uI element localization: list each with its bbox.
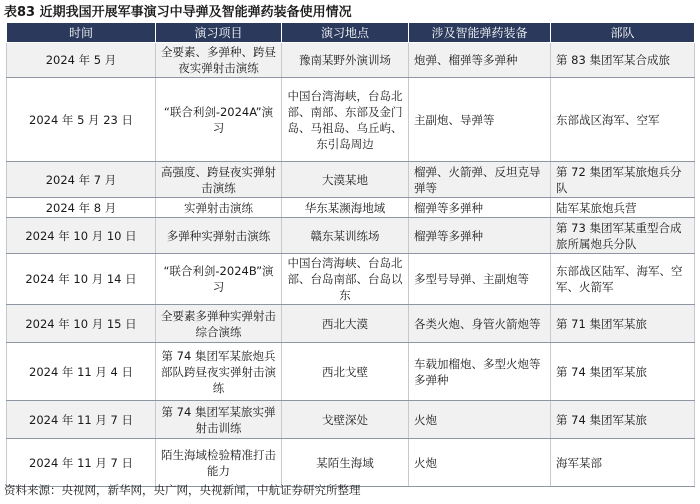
table-row [7,439,695,487]
cell-exercise: 全要素、多弹种、跨昼夜实弹射击演练 [156,43,282,78]
table-row [7,343,695,401]
cell-location: 某陌生海域 [282,439,409,487]
cell-unit: 第 72 集团军某旅炮兵分队 [551,162,695,198]
table-row [7,218,695,254]
cell-munitions: 车载加榴炮、多型火炮等多弹种 [409,343,551,401]
cell-munitions: 多型号导弹、主副炮等 [409,254,551,305]
cell-location: 西北大漠 [282,305,409,343]
cell-exercise: 陌生海域检验精准打击能力 [156,439,282,487]
table-row [7,198,695,218]
cell-munitions: 各类火炮、身管火箭炮等 [409,305,551,343]
cell-munitions: 榴弹等多弹种 [409,218,551,254]
cell-location: 大漠某地 [282,162,409,198]
cell-unit: 第 74 集团军某旅 [551,343,695,401]
cell-exercise: “联合利剑-2024B”演习 [156,254,282,305]
cell-munitions: 火炮 [409,401,551,439]
cell-exercise: “联合利剑-2024A”演习 [156,78,282,162]
cell-time: 2024 年 5 月 23 日 [7,78,156,162]
cell-location: 中国台湾海峡、台岛北部、台岛南部、台岛以东 [282,254,409,305]
cell-munitions: 榴弹、火箭弹、反坦克导弹等 [409,162,551,198]
cell-time: 2024 年 7 月 [7,162,156,198]
table-row [7,401,695,439]
header-munitions: 涉及智能弹药装备 [409,23,551,43]
table-row [7,305,695,343]
header-row [7,23,695,43]
cell-exercise: 高强度、跨昼夜实弹射击演练 [156,162,282,198]
cell-exercise: 多弹种实弹射击演练 [156,218,282,254]
table-title: 表83 近期我国开展军事演习中导弹及智能弹药装备使用情况 [4,5,352,20]
table-row [7,162,695,198]
cell-time: 2024 年 8 月 [7,198,156,218]
cell-unit: 东部战区海军、空军 [551,78,695,162]
cell-unit: 第 71 集团军某旅 [551,305,695,343]
cell-location: 豫南某野外演训场 [282,43,409,78]
cell-time: 2024 年 11 月 7 日 [7,439,156,487]
exercise-table [6,22,695,487]
cell-unit: 第 73 集团军某重型合成旅所属炮兵分队 [551,218,695,254]
cell-unit: 海军某部 [551,439,695,487]
table-row [7,78,695,162]
cell-time: 2024 年 10 月 15 日 [7,305,156,343]
cell-unit: 第 74 集团军某旅 [551,401,695,439]
cell-exercise: 第 74 集团军某旅炮兵部队跨昼夜实弹射击演练 [156,343,282,401]
cell-time: 2024 年 5 月 [7,43,156,78]
source-note: 资料来源：央视网，新华网，央广网，央视新闻，中航证券研究所整理 [4,483,361,497]
cell-location: 西北戈壁 [282,343,409,401]
header-unit: 部队 [551,23,695,43]
table-row [7,254,695,305]
cell-munitions: 火炮 [409,439,551,487]
cell-exercise: 全要素多弹种实弹射击综合演练 [156,305,282,343]
cell-location: 华东某濒海地域 [282,198,409,218]
cell-location: 戈壁深处 [282,401,409,439]
cell-munitions: 榴弹等多弹种 [409,198,551,218]
cell-unit: 第 83 集团军某合成旅 [551,43,695,78]
cell-location: 中国台湾海峡，台岛北部、南部、东部及金门岛、马祖岛、乌丘屿、东引岛周边 [282,78,409,162]
table-row [7,43,695,78]
cell-time: 2024 年 10 月 10 日 [7,218,156,254]
header-time: 时间 [7,23,156,43]
cell-exercise: 第 74 集团军某旅实弹射击训练 [156,401,282,439]
cell-time: 2024 年 11 月 4 日 [7,343,156,401]
cell-unit: 东部战区陆军、海军、空军、火箭军 [551,254,695,305]
cell-munitions: 主副炮、导弹等 [409,78,551,162]
header-location: 演习地点 [282,23,409,43]
cell-unit: 陆军某旅炮兵营 [551,198,695,218]
cell-munitions: 炮弹、榴弹等多弹种 [409,43,551,78]
header-exercise: 演习项目 [156,23,282,43]
cell-time: 2024 年 11 月 7 日 [7,401,156,439]
cell-exercise: 实弹射击演练 [156,198,282,218]
cell-time: 2024 年 10 月 14 日 [7,254,156,305]
cell-location: 赣东某训练场 [282,218,409,254]
